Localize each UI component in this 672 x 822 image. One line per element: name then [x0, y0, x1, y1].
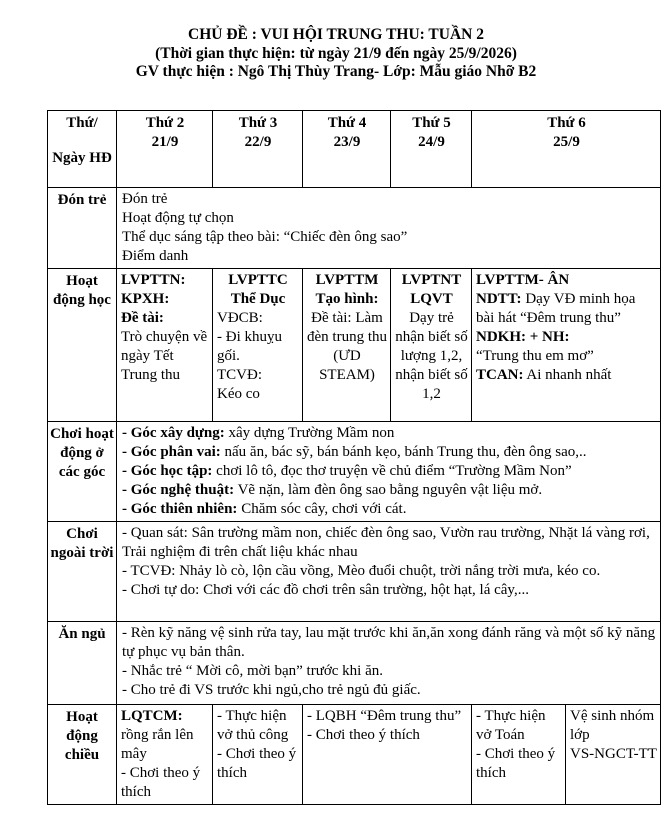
- day-date: 25/9: [553, 134, 580, 150]
- chieu-fri: [566, 705, 661, 805]
- day-mon: [117, 111, 213, 188]
- chieu-thu: [472, 705, 566, 805]
- corner-cell: [48, 111, 117, 188]
- day-thu: [391, 111, 472, 188]
- ngoai-troi-line: - Chơi tự do: Chơi với các đồ chơi trên sân trường, hột hạt, lá cây,...: [122, 582, 529, 598]
- row-hoat-dong-chieu: [48, 705, 661, 805]
- chieu-wed: [303, 705, 472, 805]
- day-name: Thứ 6: [547, 115, 586, 131]
- chieu-tue-line: - Chơi theo ý thích: [217, 746, 297, 781]
- weekly-plan-table: [47, 110, 661, 805]
- hdh-thu: [391, 269, 472, 422]
- corner-top: Thứ/: [66, 115, 98, 131]
- hdh-mon-body: Trò chuyện về ngày Tết Trung thu: [121, 329, 208, 383]
- goc-text: chơi lô tô, đọc thơ truyện về chủ điểm “Trường Mầm Non”: [212, 463, 572, 479]
- ngoai-troi-line: - TCVĐ: Nhảy lò cò, lộn cầu vồng, Mèo đuổi chuột, trời nắng trời mưa, kéo co.: [122, 563, 601, 579]
- day-fri: [472, 111, 661, 188]
- hdh-mon: [117, 269, 213, 422]
- hdh-mon-sub: Đề tài:: [121, 310, 164, 326]
- an-ngu-line: - Nhắc trẻ “ Mời cô, mời bạn” trước khi ăn.: [122, 663, 384, 679]
- day-name: Thứ 5: [412, 115, 451, 131]
- chieu-fri-line: Vệ sinh nhóm lớp: [570, 708, 655, 743]
- hdh-tue-line: TCVĐ:: [217, 367, 262, 383]
- don-tre-content: [117, 188, 661, 269]
- don-tre-line: Đón trẻ: [122, 191, 168, 207]
- an-ngu-line: - Cho trẻ đi VS trước khi ngủ,cho trẻ ngủ đủ giấc.: [122, 682, 421, 698]
- day-date: 22/9: [244, 134, 272, 150]
- goc-item: [122, 481, 656, 500]
- hdh-wed: [303, 269, 391, 422]
- row-label-choi-goc: Chơi hoạt động ở các góc: [48, 422, 117, 522]
- row-label-an-ngu: Ăn ngủ: [48, 622, 117, 705]
- chieu-tue-line: - Thực hiện vở thủ công: [217, 708, 289, 743]
- goc-text: xây dựng Trường Mầm non: [224, 425, 395, 441]
- goc-name: - Góc phân vai:: [122, 444, 221, 460]
- an-ngu-line: - Rèn kỹ năng vệ sinh rửa tay, lau mặt trước khi ăn,ăn xong đánh răng và một số kỹ năng tự phục vụ bản thân.: [122, 625, 656, 660]
- an-ngu-content: [117, 622, 661, 705]
- chieu-thu-line: - Chơi theo ý thích: [476, 746, 556, 781]
- ngoai-troi-line: - Quan sát: Sân trường mầm non, chiếc đèn ông sao, Vườn rau trường, Nhặt lá vàng rơi, Trải nghiệm đi trên chất liệu khác nhau: [122, 525, 650, 560]
- tcan-label: TCAN:: [476, 367, 524, 383]
- hdh-thu-body: Dạy trẻ nhận biết số lượng 1,2, nhận biết số 1,2: [395, 310, 468, 402]
- row-choi-goc: [48, 422, 661, 522]
- hdh-tue-line: Kéo co: [217, 386, 260, 402]
- chieu-wed-line: - LQBH “Đêm trung thu”: [307, 708, 462, 724]
- chieu-mon-title: LQTCM:: [121, 708, 183, 724]
- choi-goc-content: [117, 422, 661, 522]
- day-name: Thứ 3: [238, 115, 278, 131]
- corner-bottom: Ngày HĐ: [52, 150, 112, 166]
- ndkh-label: NDKH: + NH:: [476, 329, 570, 345]
- goc-text: nấu ăn, bác sỹ, bán bánh kẹo, bánh Trung thu, đèn ông sao,..: [220, 444, 587, 460]
- goc-name: - Góc học tập:: [122, 463, 213, 479]
- hdh-fri: [472, 269, 661, 422]
- row-label-hoat-dong-chieu: Hoạt động chiều: [48, 705, 117, 805]
- row-choi-ngoai-troi: [48, 522, 661, 622]
- topic-title: CHỦ ĐỀ : VUI HỘI TRUNG THU: TUẦN 2: [188, 26, 484, 43]
- ndtt-label: NDTT:: [476, 291, 522, 307]
- goc-name: - Góc nghệ thuật:: [122, 482, 235, 498]
- row-don-tre: [48, 188, 661, 269]
- time-range: (Thời gian thực hiện: từ ngày 21/9 đến ngày 25/9/2026): [155, 44, 517, 62]
- hdh-mon-title: LVPTTN: KPXH:: [121, 272, 186, 307]
- day-name: Thứ 2: [145, 115, 185, 131]
- day-date: 24/9: [418, 134, 445, 150]
- document-header: [0, 26, 672, 82]
- chieu-wed-line: - Chơi theo ý thích: [307, 727, 420, 743]
- goc-name: - Góc thiên nhiên:: [122, 501, 238, 517]
- goc-item: [122, 443, 656, 462]
- chieu-tue: [213, 705, 303, 805]
- goc-item: [122, 462, 656, 481]
- don-tre-line: Thể dục sáng tập theo bài: “Chiếc đèn ông sao”: [122, 229, 408, 245]
- row-label-hoat-dong-hoc: Hoạt động học: [48, 269, 117, 422]
- row-hoat-dong-hoc: [48, 269, 661, 422]
- days-header-row: [48, 111, 661, 188]
- don-tre-line: Hoạt động tự chọn: [122, 210, 234, 226]
- hdh-tue: [213, 269, 303, 422]
- hdh-thu-title: LVPTNT LQVT: [401, 272, 462, 307]
- tcan-text: Ai nhanh nhất: [523, 367, 612, 383]
- row-label-don-tre: Đón trẻ: [48, 188, 117, 269]
- day-date: 23/9: [333, 134, 361, 150]
- chieu-mon-line: - Chơi theo ý thích: [121, 765, 201, 800]
- ndtt-text: Dạy VĐ minh họa bài hát “Đêm trung thu”: [476, 291, 636, 326]
- day-wed: [303, 111, 391, 188]
- chieu-mon-line: rồng rắn lên mây: [121, 727, 194, 762]
- goc-text: Chăm sóc cây, chơi với cát.: [237, 501, 407, 517]
- don-tre-line: Điểm danh: [122, 248, 189, 264]
- chieu-mon: [117, 705, 213, 805]
- day-name: Thứ 4: [327, 115, 367, 131]
- day-date: 21/9: [151, 134, 179, 150]
- hdh-fri-title: LVPTTM- ÂN: [476, 272, 570, 288]
- row-an-ngu: [48, 622, 661, 705]
- chieu-fri-line: VS-NGCT-TT: [570, 746, 657, 762]
- chieu-thu-line: - Thực hiện vở Toán: [476, 708, 546, 743]
- hdh-tue-line: VĐCB:: [217, 310, 263, 326]
- goc-item: [122, 424, 656, 443]
- hdh-wed-body: Đề tài: Làm đèn trung thu (ƯD STEAM): [307, 310, 387, 383]
- hdh-tue-title: LVPTTC Thể Dục: [228, 272, 288, 307]
- choi-ngoai-troi-content: [117, 522, 661, 622]
- day-tue: [213, 111, 303, 188]
- hdh-wed-title: LVPTTM Tạo hình:: [315, 272, 379, 307]
- teacher-class: GV thực hiện : Ngô Thị Thùy Trang- Lớp: Mẫu giáo Nhỡ B2: [135, 63, 537, 80]
- goc-item: [122, 500, 656, 519]
- ndkh-text: “Trung thu em mơ”: [476, 348, 594, 364]
- goc-name: - Góc xây dựng:: [122, 425, 225, 441]
- row-label-choi-ngoai-troi: Chơi ngoài trời: [48, 522, 117, 622]
- goc-text: Vẽ nặn, làm đèn ông sao bằng nguyên vật liệu mở.: [234, 482, 543, 498]
- hdh-tue-line: - Đi khuỵu gối.: [217, 329, 282, 364]
